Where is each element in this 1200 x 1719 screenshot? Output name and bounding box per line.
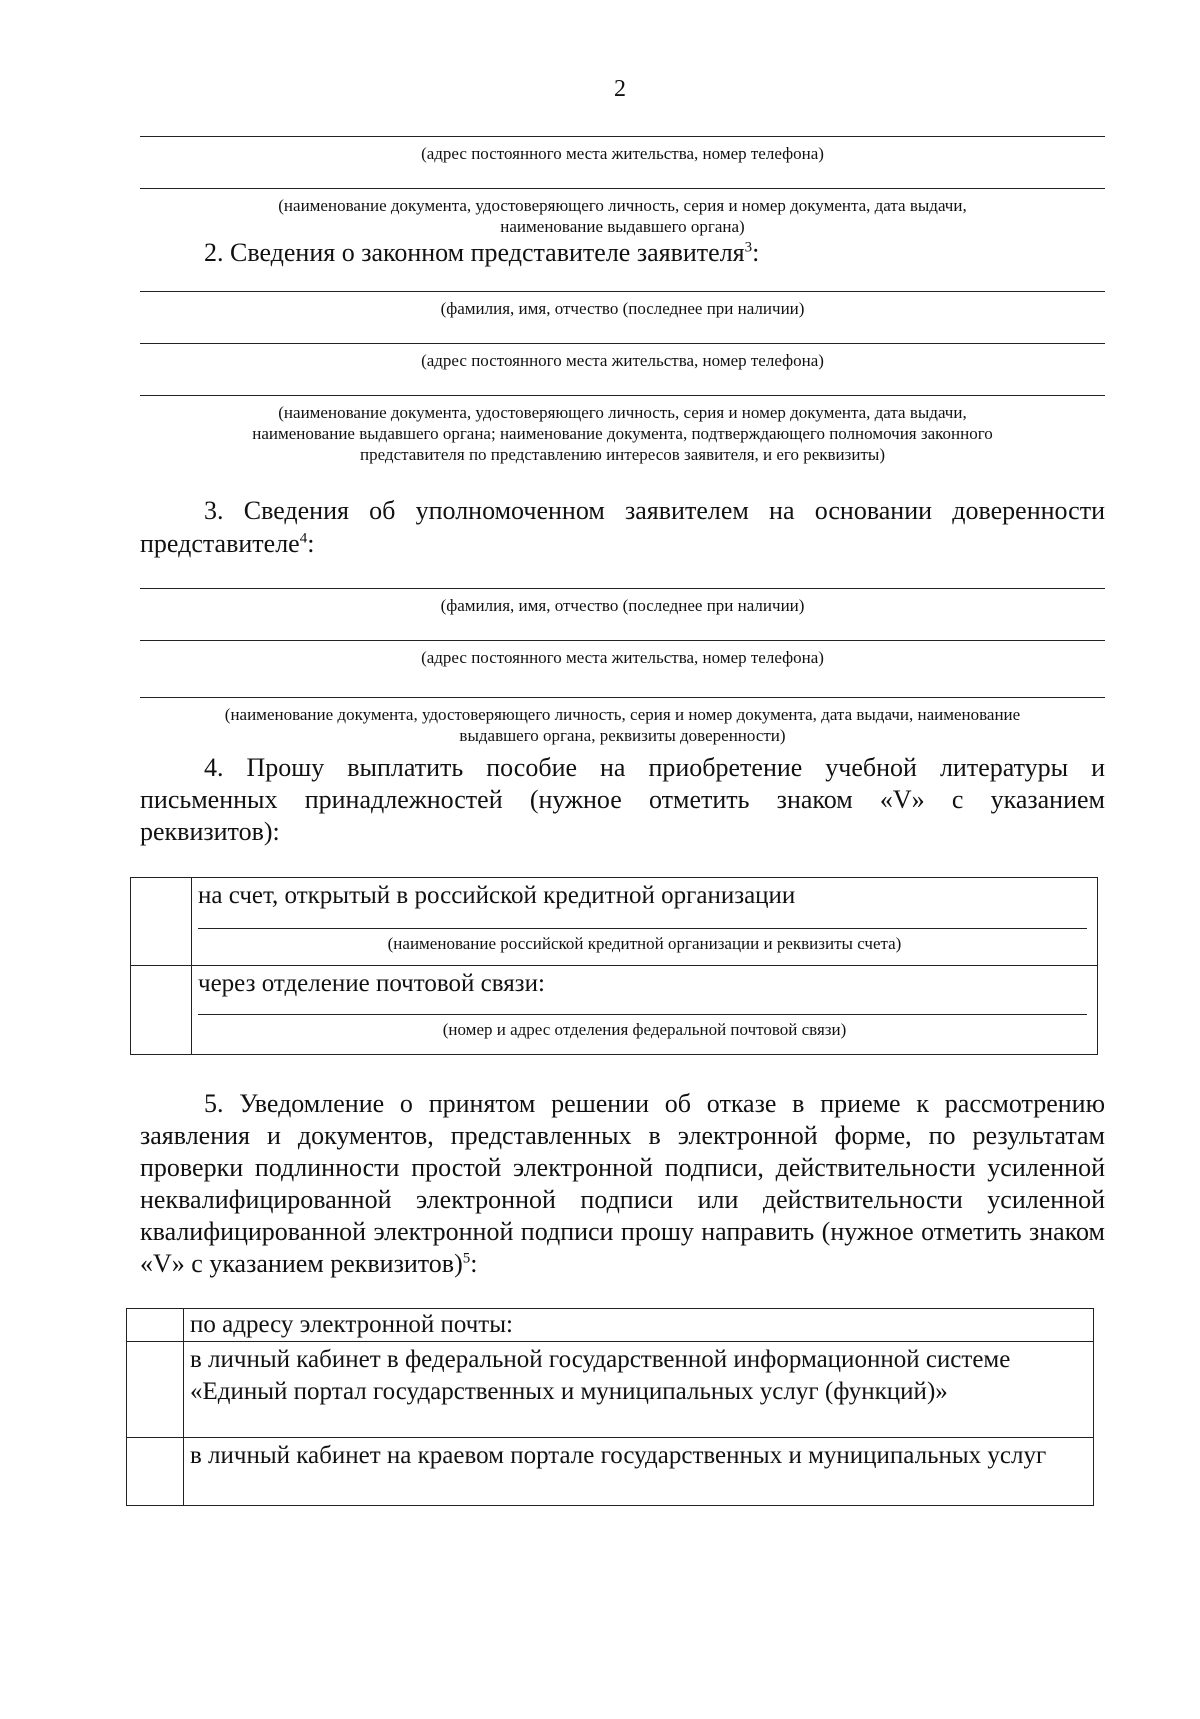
section-4-text: 4. Прошу выплатить пособие на приобретение учебной литературы и письменных принадлежностей (нужное отметить знаком «V» с указанием реквизитов): — [140, 753, 1105, 846]
blank-line — [140, 343, 1105, 344]
blank-line[interactable] — [198, 928, 1087, 929]
checkbox-cell[interactable] — [131, 878, 192, 966]
option-label: на счет, открытый в российской кредитной организации — [198, 882, 796, 909]
field-caption: (адрес постоянного места жительства, номер телефона) — [421, 144, 824, 163]
option-cell — [184, 1342, 1094, 1438]
applicant-id-document-field — [140, 188, 1105, 237]
field-caption: (адрес постоянного места жительства, номер телефона) — [421, 648, 824, 667]
attorney-address-field — [140, 640, 1105, 668]
applicant-address-field — [140, 136, 1105, 164]
option-label: в личный кабинет в федеральной государственной информационной системе «Единый портал государственных и муниципальных услуг (функций)» — [190, 1346, 1011, 1405]
notification-option-row — [127, 1438, 1094, 1506]
notification-option-row — [127, 1309, 1094, 1342]
field-caption: (адрес постоянного места жительства, номер телефона) — [421, 351, 824, 370]
blank-line — [140, 697, 1105, 698]
representative-document-field — [140, 395, 1105, 465]
payment-method-table — [130, 877, 1098, 1055]
field-caption: (фамилия, имя, отчество (последнее при наличии) — [440, 299, 805, 318]
footnote-marker: 4 — [299, 530, 308, 547]
option-cell — [192, 878, 1098, 966]
blank-line — [140, 188, 1105, 189]
field-caption: (наименование документа, удостоверяющего личность, серия и номер документа, дата выдачи, наименование выдавшего органа, реквизиты доверенности) — [224, 705, 1021, 745]
representative-address-field — [140, 343, 1105, 371]
attorney-name-field — [140, 588, 1105, 616]
field-caption: (наименование документа, удостоверяющего личность, серия и номер документа, дата выдачи, наименование выдавшего органа; наименование документа, подтверждающего полномочия законного представителя по представлению интересов заявителя, и его реквизиты) — [252, 403, 993, 464]
payment-option-row — [131, 878, 1098, 966]
checkbox-cell[interactable] — [127, 1342, 184, 1438]
blank-line — [140, 136, 1105, 137]
option-label: в личный кабинет на краевом портале государственных и муниципальных услуг — [190, 1442, 1047, 1469]
option-label: через отделение почтовой связи: — [198, 970, 545, 997]
field-caption: (наименование документа, удостоверяющего личность, серия и номер документа, дата выдачи, наименование выдавшего органа) — [278, 196, 967, 236]
field-caption: (номер и адрес отделения федеральной почтовой связи) — [442, 1020, 847, 1039]
option-cell — [192, 966, 1098, 1055]
checkbox-cell[interactable] — [131, 966, 192, 1055]
checkbox-cell[interactable] — [127, 1438, 184, 1506]
blank-line — [140, 640, 1105, 641]
field-caption: (фамилия, имя, отчество (последнее при наличии) — [440, 596, 805, 615]
option-label: по адресу электронной почты: — [190, 1311, 513, 1338]
notification-option-row — [127, 1342, 1094, 1438]
attorney-document-field — [140, 697, 1105, 746]
blank-line — [140, 291, 1105, 292]
option-cell — [184, 1438, 1094, 1506]
blank-line — [140, 588, 1105, 589]
representative-name-field — [140, 291, 1105, 319]
blank-line[interactable] — [198, 1014, 1087, 1015]
notification-method-table — [126, 1308, 1094, 1506]
payment-option-row — [131, 966, 1098, 1055]
section-3-heading: 3. Сведения об уполномоченном заявителем на основании доверенности представителе$^4$: — [140, 496, 1105, 558]
section-2-heading: 2. Сведения о законном представителе заявителя$^3$: — [204, 238, 760, 267]
footnote-marker: 3 — [744, 239, 753, 256]
page-number: 2 — [614, 76, 626, 102]
option-cell — [184, 1309, 1094, 1342]
section-5-text: 5. Уведомление о принятом решении об отказе в приеме к рассмотрению заявления и документов, представленных в электронной форме, по результатам проверки подлинности простой электронной подписи, действительности усиленной неквалифицированной электронной подписи или действительности усиленной квалифицированной электронной подписи прошу направить (нужное отметить знаком «V» с указанием реквизитов)$^5$: — [140, 1089, 1105, 1278]
blank-line — [140, 395, 1105, 396]
checkbox-cell[interactable] — [127, 1309, 184, 1342]
field-caption: (наименование российской кредитной организации и реквизиты счета) — [387, 934, 902, 953]
footnote-marker: 5 — [462, 1250, 471, 1267]
